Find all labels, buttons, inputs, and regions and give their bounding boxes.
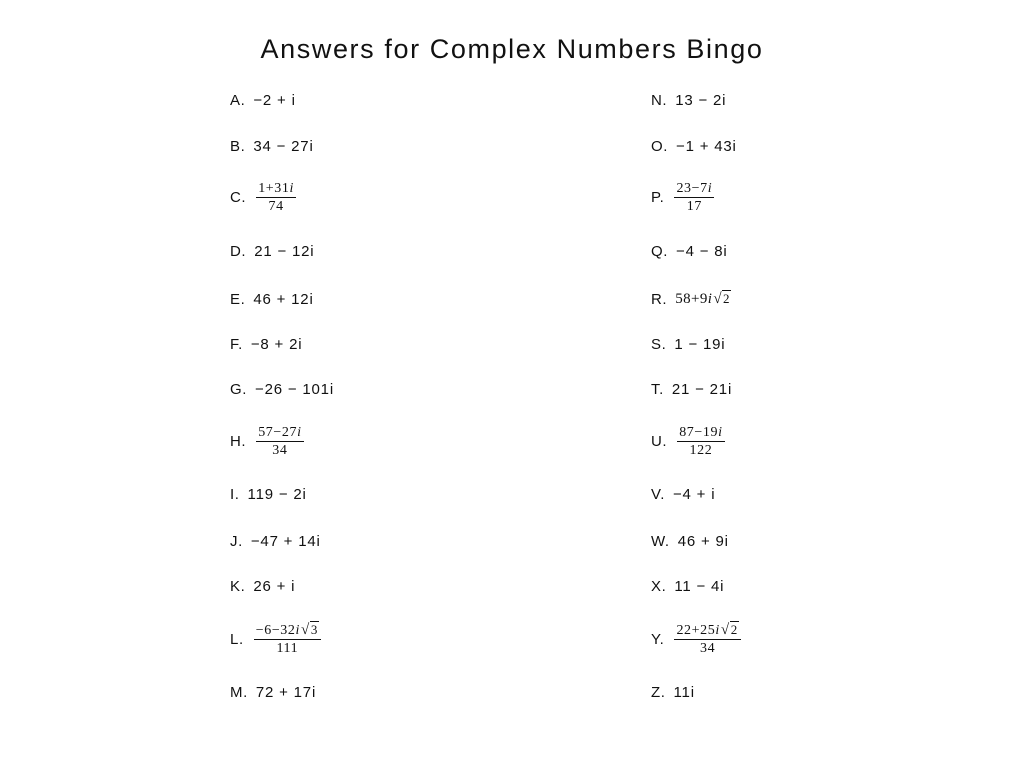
answer-item <box>651 332 725 356</box>
fraction-numerator <box>674 181 714 198</box>
answer-letter: P. <box>651 188 665 206</box>
answer-letter: A. <box>230 91 246 109</box>
answer-item <box>651 287 731 311</box>
answer-fraction <box>677 425 724 458</box>
answer-expression: 46 + 12i <box>253 290 314 308</box>
answer-expression: −4 + i <box>673 485 716 503</box>
answer-letter: D. <box>230 242 247 260</box>
fraction-denominator: 122 <box>689 442 713 458</box>
answer-letter: Z. <box>651 683 666 701</box>
answer-letter: Q. <box>651 242 669 260</box>
radicand: 3 <box>310 622 318 637</box>
imaginary-unit: i <box>707 290 713 307</box>
answer-expression: 13 − 2i <box>675 91 727 109</box>
expression-part: 87−19 <box>679 424 719 440</box>
answer-expression: 11 − 4i <box>674 577 725 595</box>
answer-letter: R. <box>651 290 668 308</box>
imaginary-unit: i <box>295 623 301 638</box>
square-root <box>713 291 731 308</box>
answer-item <box>651 88 726 112</box>
answer-letter: J. <box>230 532 243 550</box>
fraction-denominator: 34 <box>700 641 716 656</box>
answer-item <box>230 332 302 356</box>
answer-expression: 26 + i <box>253 577 296 595</box>
answer-letter: M. <box>230 683 248 701</box>
answer-expression: −8 + 2i <box>250 335 303 353</box>
answer-expression: 72 + 17i <box>255 683 317 701</box>
answer-expression: 119 − 2i <box>247 485 307 503</box>
answer-item <box>651 574 724 598</box>
imaginary-unit: i <box>289 180 294 196</box>
answer-letter: X. <box>651 577 667 595</box>
imaginary-unit: i <box>297 424 302 440</box>
answer-letter: K. <box>230 577 246 595</box>
answer-expression: 46 + 9i <box>677 532 729 550</box>
answer-item <box>651 622 741 656</box>
answer-item <box>651 680 695 704</box>
answer-letter: C. <box>230 188 247 206</box>
answer-letter: H. <box>230 432 247 450</box>
answer-item <box>651 239 728 263</box>
fraction-numerator <box>677 425 724 442</box>
answer-expression <box>675 291 731 308</box>
answer-item <box>230 574 295 598</box>
answer-item <box>651 377 732 401</box>
answer-letter: F. <box>230 335 243 353</box>
imaginary-unit: i <box>707 180 713 196</box>
answer-expression: 1 − 19i <box>674 335 726 353</box>
answer-fraction <box>674 622 740 656</box>
answer-expression: −2 + i <box>253 91 296 109</box>
answer-fraction <box>674 181 714 214</box>
answer-item <box>230 134 314 158</box>
expression-part: 1+31 <box>258 180 290 196</box>
answer-letter: V. <box>651 485 665 503</box>
expression-part: 23−7 <box>676 180 708 196</box>
answer-expression: −1 + 43i <box>676 137 737 155</box>
answer-item <box>230 88 296 112</box>
expression-part: −6−32 <box>255 623 296 638</box>
answer-letter: B. <box>230 137 246 155</box>
answer-expression: −47 + 14i <box>250 532 321 550</box>
answer-item <box>230 377 334 401</box>
answer-expression: 34 − 27i <box>253 137 314 155</box>
fraction-numerator <box>256 425 303 442</box>
answer-letter: W. <box>651 532 670 550</box>
expression-part: 22+25 <box>676 623 716 638</box>
expression-part: 58+9 <box>675 290 708 307</box>
answer-letter: I. <box>230 485 240 503</box>
answer-letter: L. <box>230 630 244 648</box>
answer-item <box>230 180 296 214</box>
fraction-denominator: 17 <box>686 198 702 214</box>
fraction-numerator <box>674 622 740 640</box>
answer-letter: E. <box>230 290 246 308</box>
imaginary-unit: i <box>718 424 723 440</box>
answer-letter: Y. <box>651 630 665 648</box>
radical-sign: √ <box>713 290 722 307</box>
radicand: 2 <box>730 622 738 637</box>
square-root <box>721 622 739 638</box>
fraction-numerator <box>254 622 321 640</box>
answer-expression: −4 − 8i <box>676 242 728 260</box>
answer-expression: −26 − 101i <box>255 380 334 398</box>
answer-fraction <box>256 181 296 214</box>
square-root <box>301 622 319 638</box>
answer-letter: S. <box>651 335 667 353</box>
answer-letter: T. <box>651 380 664 398</box>
imaginary-unit: i <box>715 623 720 638</box>
radical-sign: √ <box>301 622 310 638</box>
expression-part: 57−27 <box>258 424 298 440</box>
answer-letter: G. <box>230 380 248 398</box>
answer-item <box>230 529 321 553</box>
answer-expression: 21 − 21i <box>671 380 733 398</box>
answer-item <box>651 424 725 458</box>
radical-sign: √ <box>720 622 730 638</box>
answer-item <box>230 287 314 311</box>
answer-item <box>651 134 737 158</box>
answer-item <box>651 482 715 506</box>
radicand: 2 <box>722 290 730 306</box>
answer-item <box>230 239 314 263</box>
answer-fraction <box>254 622 321 656</box>
answer-fraction <box>256 425 303 458</box>
fraction-numerator <box>256 181 296 198</box>
answer-expression: 21 − 12i <box>254 242 315 260</box>
answer-item <box>230 482 307 506</box>
answer-item <box>230 622 321 656</box>
fraction-denominator: 111 <box>276 641 299 656</box>
answer-item <box>230 424 304 458</box>
answer-letter: O. <box>651 137 669 155</box>
answer-letter: U. <box>651 432 668 450</box>
answer-letter: N. <box>651 91 668 109</box>
page-title: Answers for Complex Numbers Bingo <box>260 34 764 64</box>
answer-item <box>651 529 729 553</box>
answer-expression: 11i <box>673 683 695 701</box>
fraction-denominator: 74 <box>268 198 284 214</box>
answer-item <box>230 680 316 704</box>
fraction-denominator: 34 <box>272 442 288 458</box>
answer-item <box>651 180 714 214</box>
